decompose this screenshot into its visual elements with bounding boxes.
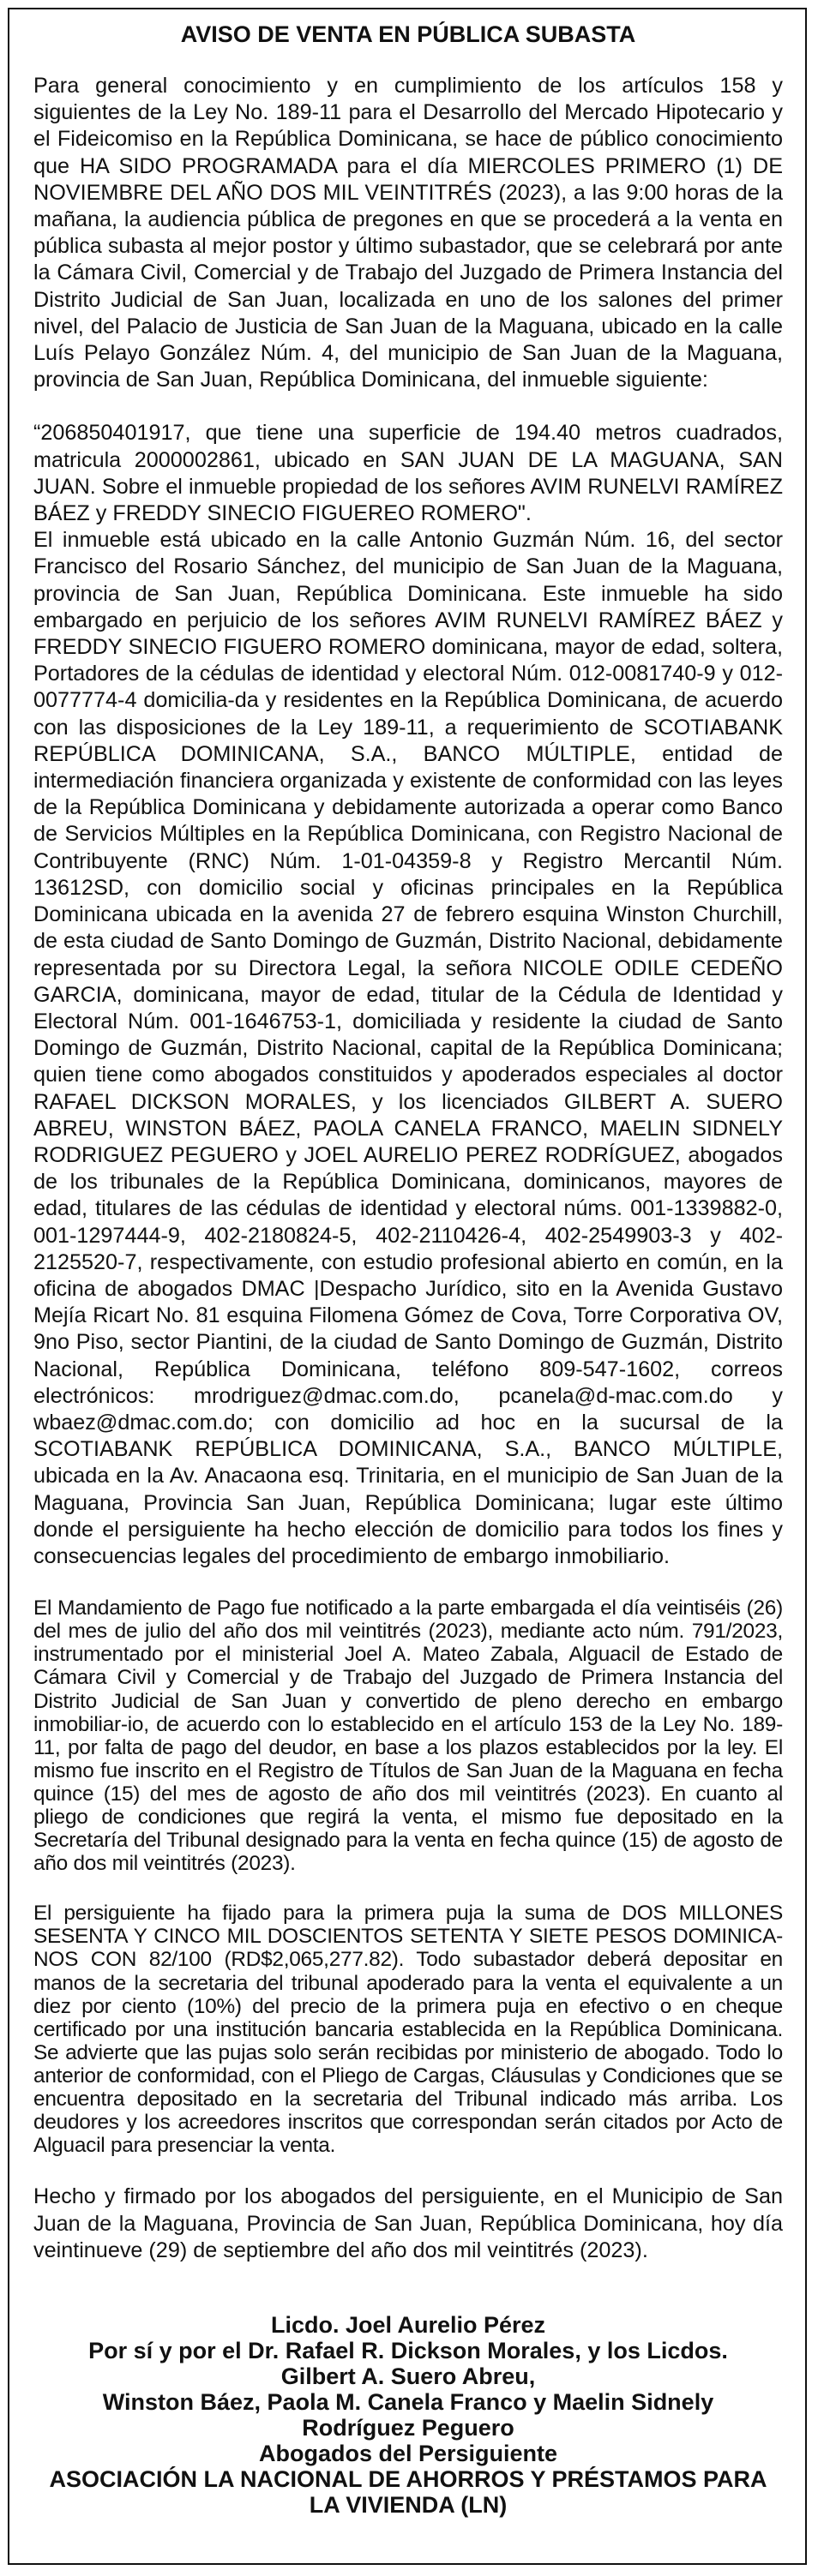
signature-association-line2: LA VIVIENDA (LN) [309, 2491, 508, 2518]
signature-co-lawyer-3: Rodríguez Peguero [302, 2414, 514, 2441]
intro-paragraph: Para general conocimiento y en cumplimiento de los artículos 158 y siguientes de la Ley No. 189-11 para el Desarrollo del Mercado Hipotecario y el Fideicomiso en la República Dominicana, se hace de público conocimiento que HA SIDO PROGRAMADA para el día MIERCOLES PRIMERO (1) DE NOVIEMBRE DEL AÑO DOS MIL VEINTITRÉS (2023), a las 9:00 horas de la mañana, la audiencia pública de pregones en que se procederá a la venta en pública subasta al mejor postor y último subastador, que se celebrará por ante la Cámara Civil, Comercial y de Trabajo del Juzgado de Primera Instancia del Distrito Judicial de San Juan, localizada en uno de los salones del primer nivel, del Palacio de Justicia de San Juan de la Maguana, ubicado en la calle Luís Pelayo González Núm. 4, del municipio de San Juan de la Maguana, provincia de San Juan, República Dominicana, del inmueble siguiente: [33, 74, 783, 392]
signature-on-behalf: Por sí y por el Dr. Rafael R. Dickson Morales, y los Licdos. [88, 2337, 728, 2363]
signature-role: Abogados del Persiguiente [258, 2440, 558, 2466]
property-location-paragraph: El inmueble está ubicado en la calle Antonio Guzmán Núm. 16, del sector Francisco del Rosario Sánchez, del municipio de San Juan de la Maguana, provincia de San Juan, República Dominicana. Este inmueble ha sido embargado en perjuicio de los señores AVIM RUNELVI RAMÍREZ BÁEZ y FREDDY SINECIO FIGUERO ROMERO dominicana, mayor de edad, soltera, Portadores de la cédulas de identidad y electoral Núm. 012-0081740-9 y 012-0077774-4 domicilia-da y residentes en la República Dominicana, de acuerdo con las disposiciones de la Ley 189-11, a requerimiento de SCOTIABANK REPÚBLICA DOMINICANA, S.A., BANCO MÚLTIPLE, entidad de intermediación financiera organizada y existente de conformidad con las leyes de la República Dominicana y debidamente autorizada a operar como Banco de Servicios Múltiples en la República Dominicana, con Registro Nacional de Contribuyente (RNC) Núm. 1-01-04359-8 y Registro Mercantil Núm. 13612SD, con domicilio social y oficinas principales en la República Dominicana ubicada en la avenida 27 de febrero esquina Winston Churchill, de esta ciudad de Santo Domingo de Guzmán, Distrito Nacional, debidamente representada por su Directora Legal, la señora NICOLE ODILE CEDEÑO GARCIA, dominicana, mayor de edad, titular de la Cédula de Identidad y Electoral Núm. 001-1646753-1, domiciliada y residente la ciudad de Santo Domingo de Guzmán, Distrito Nacional, capital de la República Dominicana; quien tiene como abogados constituidos y apoderados especiales al doctor RAFAEL DICKSON MORALES, y los licenciados GILBERT A. SUERO ABREU, WINSTON BÁEZ, PAOLA CANELA FRANCO, MAELIN SIDNELY RODRIGUEZ PEGUERO y JOEL AURELIO PEREZ RODRÍGUEZ, abogados de los tribunales de la República Dominicana, dominicanos, mayores de edad, titulares de las cédulas de identidad y electoral núms. 001-1339882-0, 001-1297444-9, 402-2180824-5, 402-2110426-4, 402-2549903-3 y 402-2125520-7, respectivamente, con estudio profesional abierto en común, en la oficina de abogados DMAC |Despacho Jurídico, sito en la Avenida Gustavo Mejía Ricart No. 81 esquina Filomena Gómez de Cova, Torre Corporativa OV, 9no Piso, sector Piantini, de la ciudad de Santo Domingo de Guzmán, Distrito Nacional, República Dominicana, teléfono 809-547-1602, correos electrónicos: mrodriguez@dmac.com.do, pcanela@d-mac.com.do y wbaez@dmac.com.do; con domicilio ad hoc en la sucursal de la SCOTIABANK REPÚBLICA DOMINICANA, S.A., BANCO MÚLTIPLE, ubicada en la Av. Anacaona esq. Trinitaria, en el municipio de San Juan de la Maguana, Provincia San Juan, República Dominicana; lugar este último donde el persiguiente ha hecho elección de domicilio para todos los fines y consecuencias legales del procedimiento de embargo inmobiliario. [33, 528, 783, 1568]
signature-co-lawyer-1: Gilbert A. Suero Abreu, [280, 2363, 536, 2389]
notice-title: AVISO DE VENTA EN PÚBLICA SUBASTA [180, 21, 636, 47]
signature-block [33, 2312, 783, 2518]
first-bid-paragraph: El persiguiente ha fijado para la primera puja la suma de DOS MILLONES SESENTA Y CINCO MIL DOSCIENTOS SETENTA Y SIETE PESOS DOMINICA-NOS CON 82/100 (RD$2,065,277.82). Todo subastador deberá depositar en manos de la secretaria del tribunal apoderado para la venta el equivalente a un diez por ciento (10%) del precio de la primera puja en efectivo o en cheque certificado por una institución bancaria establecida en la República Dominicana. Se advierte que las pujas solo serán recibidas por ministerio de abogado. Todo lo anterior de conformidad, con el Pliego de Cargas, Cláusulas y Condiciones que se encuentra depositado en la secretaria del Tribunal indicado más arriba. Los deudores y los acreedores inscritos que correspondan serán citados por Acto de Alguacil para presenciar la venta. [33, 1902, 783, 2158]
signature-association-line1: ASOCIACIÓN LA NACIONAL DE AHORROS Y PRÉSTAMOS PARA [49, 2465, 767, 2492]
property-description-paragraph: “206850401917, que tiene una superficie de 194.40 metros cuadrados, matricula 2000002861, ubicado en SAN JUAN DE LA MAGUANA, SAN JUAN. Sobre el inmueble propiedad de los señores AVIM RUNELVI RAMÍREZ BÁEZ y FREDDY SINECIO FIGUEREO ROMERO". [33, 421, 783, 526]
auction-notice [8, 8, 807, 2565]
signature-co-lawyers-2: Winston Báez, Paola M. Canela Franco y Maelin Sidnely [102, 2388, 714, 2415]
signed-paragraph: Hecho y firmado por los abogados del persiguiente, en el Municipio de San Juan de la Maguana, Provincia de San Juan, República Dominicana, hoy día veintinueve (29) de septiembre del año dos mil veintitrés (2023). [33, 2184, 783, 2262]
payment-order-paragraph: El Mandamiento de Pago fue notificado a la parte embargada el día veintiséis (26) del mes de julio del año dos mil veintitrés (2023), mediante acto núm. 791/2023, instrumentado por el ministerial Joel A. Mateo Zabala, Alguacil de Estado de Cámara Civil y Comercial y de Trabajo del Juzgado de Primera Instancia del Distrito Judicial de San Juan y convertido de pleno derecho en embargo inmobiliar-io, de acuerdo con lo establecido en el artículo 153 de la Ley No. 189-11, por falta de pago del deudor, en base a los plazos establecidos por la ley. El mismo fue inscrito en el Registro de Títulos de San Juan de la Maguana en fecha quince (15) del mes de agosto de año dos mil veintitrés (2023). En cuanto al pliego de condiciones que regirá la venta, el mismo fue depositado en la Secretaría del Tribunal designado para la venta en fecha quince (15) de agosto de año dos mil veintitrés (2023). [33, 1597, 783, 1876]
signature-lawyer-name: Licdo. Joel Aurelio Pérez [270, 2311, 546, 2338]
